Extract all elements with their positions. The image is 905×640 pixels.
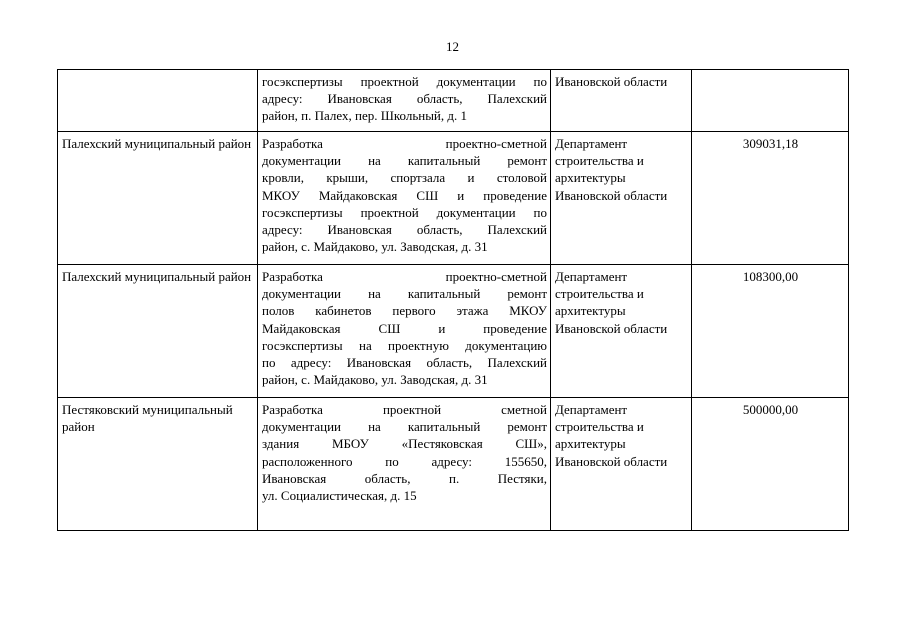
work-line: документации на капитальный ремонт bbox=[262, 419, 547, 435]
work-line: МКОУ Майдаковская СШ и проведение bbox=[262, 187, 547, 203]
district-cell: Пестяковский муниципальный район bbox=[58, 398, 258, 531]
district-cell bbox=[58, 70, 258, 132]
work-line: Разработка проектной сметной bbox=[262, 402, 547, 417]
work-description-cell bbox=[258, 265, 551, 398]
work-line: госэкспертизы проектной документации по bbox=[262, 204, 547, 220]
district-cell: Палехский муниципальный район bbox=[58, 132, 258, 265]
work-line: по адресу: Ивановская область, Палехский bbox=[262, 355, 547, 371]
work-line: Майдаковская СШ и проведение bbox=[262, 320, 547, 336]
work-line: район, п. Палех, пер. Школьный, д. 1 bbox=[262, 108, 468, 124]
department-cell: Департамент строительства и архитектуры Ивановской области bbox=[551, 265, 692, 398]
work-line: документации на капитальный ремонт bbox=[262, 153, 547, 169]
work-line: Ивановская область, п. Пестяки, bbox=[262, 470, 547, 486]
budget-table bbox=[57, 69, 849, 531]
table-row bbox=[58, 70, 849, 132]
work-line: расположенного по адресу: 155650, bbox=[262, 453, 547, 469]
amount-cell: 500000,00 bbox=[692, 398, 849, 531]
work-line: здания МБОУ «Пестяковская СШ», bbox=[262, 436, 547, 452]
amount-cell: 309031,18 bbox=[692, 132, 849, 265]
amount-cell: 108300,00 bbox=[692, 265, 849, 398]
work-line: адресу: Ивановская область, Палехский bbox=[262, 91, 547, 107]
work-description-cell bbox=[258, 398, 551, 531]
district-cell: Палехский муниципальный район bbox=[58, 265, 258, 398]
page-number: 12 bbox=[446, 39, 459, 54]
work-line: район, с. Майдаково, ул. Заводская, д. 31 bbox=[262, 372, 488, 388]
work-description-cell bbox=[258, 70, 551, 132]
work-line: Разработка проектно-сметной bbox=[262, 269, 547, 284]
work-line: Разработка проектно-сметной bbox=[262, 136, 547, 151]
amount-cell bbox=[692, 70, 849, 132]
work-line: кровли, крыши, спортзала и столовой bbox=[262, 170, 547, 186]
work-line: район, с. Майдаково, ул. Заводская, д. 31 bbox=[262, 239, 488, 255]
work-line: госэкспертизы на проектную документацию bbox=[262, 337, 547, 353]
work-line: документации на капитальный ремонт bbox=[262, 286, 547, 302]
department-cell: Ивановской области bbox=[551, 70, 692, 132]
work-line: адресу: Ивановская область, Палехский bbox=[262, 222, 547, 238]
work-line: ул. Социалистическая, д. 15 bbox=[262, 488, 417, 504]
work-line: полов кабинетов первого этажа МКОУ bbox=[262, 303, 547, 319]
department-cell: Департамент строительства и архитектуры Ивановской области bbox=[551, 132, 692, 265]
table-row bbox=[58, 398, 849, 531]
department-cell: Департамент строительства и архитектуры Ивановской области bbox=[551, 398, 692, 531]
table-row bbox=[58, 265, 849, 398]
work-description-cell bbox=[258, 132, 551, 265]
table-row bbox=[58, 132, 849, 265]
work-line: госэкспертизы проектной документации по bbox=[262, 74, 547, 89]
